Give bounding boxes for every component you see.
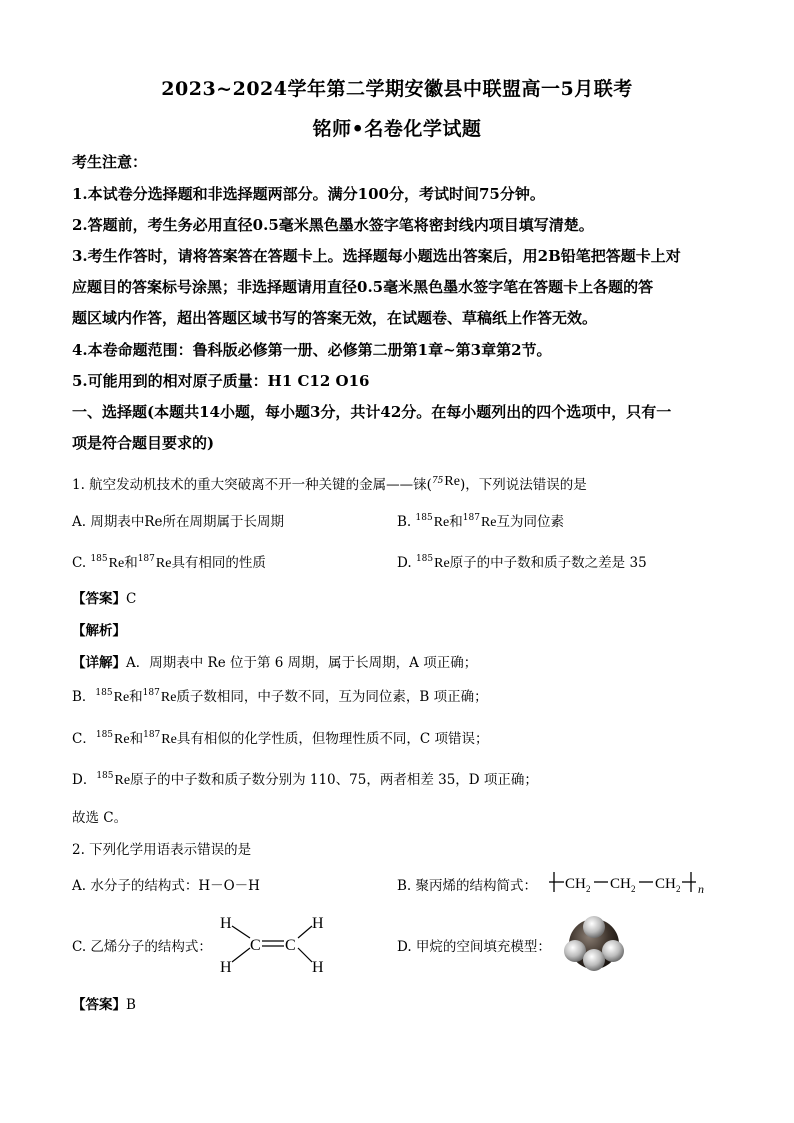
notice-line: 1.本试卷分选择题和非选择题两部分。满分100分，考试时间75分钟。: [72, 185, 545, 203]
answer-tag: 【答案】: [72, 591, 126, 607]
hydrogen-sphere: [564, 940, 586, 962]
element-symbol: Re: [113, 690, 130, 705]
atomic-number: 75: [431, 476, 444, 486]
exam-subtitle: 铭师•名卷化学试题: [312, 118, 482, 140]
element-symbol: Re: [444, 474, 460, 489]
q1-conclusion: 故选 C。: [72, 810, 128, 826]
notice-line: 5.可能用到的相对原子质量：H1 C12 O16: [72, 372, 370, 390]
element-symbol: Re: [480, 515, 497, 530]
q1-detail-c: [72, 727, 488, 748]
element-symbol: Re: [155, 556, 172, 571]
answer-value: B: [126, 997, 136, 1013]
q1-stem-post: )，下列说法错误的是: [459, 477, 587, 493]
polypropylene-formula: [548, 868, 728, 898]
atom-h: H: [312, 959, 324, 976]
option-text: 互为同位素: [496, 514, 565, 530]
q1-answer: [72, 587, 136, 607]
q2-option-a: A. 水分子的结构式：H－O－H: [72, 878, 260, 894]
section-heading: 一、选择题(本题共14小题，每小题3分，共计42分。在每小题列出的四个选项中，只有一: [72, 403, 672, 421]
element-symbol: Re: [434, 556, 450, 571]
hydrogen-sphere: [583, 949, 605, 971]
atom-h: H: [220, 915, 232, 932]
notice-line: 3.考生作答时，请将答案答在答题卡上。选择题每小题选出答案后，用2B铅笔把答题卡上对: [72, 247, 681, 265]
mass-number: 185: [415, 513, 433, 523]
detail-label: C．: [72, 731, 96, 747]
option-text: 具有相同的性质: [171, 555, 266, 571]
notice-line: 2.答题前，考生务必用直径0.5毫米黑色墨水签字笔将密封线内项目填写清楚。: [72, 216, 594, 234]
atom-h: H: [312, 915, 324, 932]
q2-answer: [72, 993, 136, 1013]
unit-ch-1: CH: [565, 876, 586, 892]
mass-number: 187: [137, 554, 155, 564]
methane-space-filling-icon: [557, 913, 631, 975]
exam-title: 2023~2024学年第二学期安徽县中联盟高一5月联考: [161, 78, 633, 100]
polymer-n: n: [698, 882, 704, 896]
connector: 和: [449, 514, 463, 530]
mass-number: 185: [90, 554, 108, 564]
detail-text: 原子的中子数和质子数分别为 110、75，两者相差 35，D 项正确；: [130, 772, 538, 788]
unit-ch-2: CH: [610, 876, 631, 892]
ethylene-structure: [214, 908, 334, 980]
section-heading-cont: 项是符合题目要求的): [72, 434, 215, 452]
bond-line: [298, 926, 312, 938]
mass-number: 187: [143, 730, 161, 740]
q2-option-c: C. 乙烯分子的结构式：: [72, 939, 212, 955]
q1-option-d: [397, 551, 647, 572]
answer-tag: 【答案】: [72, 997, 126, 1013]
element-symbol: Re: [114, 773, 131, 788]
notice-heading: 考生注意：: [72, 153, 148, 171]
subscript-2: 2: [586, 884, 591, 894]
detail-label: B．: [72, 689, 96, 705]
q1-option-a: A. 周期表中Re所在周期属于长周期: [72, 514, 284, 530]
element-symbol: Re: [114, 732, 130, 747]
option-label: D.: [397, 555, 416, 571]
q2-option-b: [397, 874, 537, 894]
subscript-2: 2: [631, 884, 636, 894]
mass-number: 185: [95, 730, 114, 740]
notice-line: 4.本卷命题范围：鲁科版必修第一册、必修第二册第1章~第3章第2节。: [72, 341, 552, 359]
q1-option-c: [72, 551, 266, 572]
q1-analysis-tag: 【解析】: [72, 623, 126, 639]
atom-c: C: [285, 937, 296, 954]
option-label: C.: [72, 555, 91, 571]
element-symbol: Re: [108, 556, 125, 571]
mass-number: 187: [462, 513, 480, 523]
q1-option-b: [397, 510, 564, 531]
element-symbol: Re: [160, 690, 177, 705]
bond-line: [232, 926, 250, 938]
option-text: B. 聚丙烯的结构简式：: [397, 878, 538, 894]
q1-detail-b: [72, 685, 488, 706]
connector: 和: [124, 555, 138, 571]
option-label: B.: [397, 514, 416, 530]
mass-number: 187: [142, 688, 160, 698]
option-text: 原子的中子数和质子数之差是 35: [449, 555, 647, 571]
hydrogen-sphere: [583, 916, 605, 938]
unit-ch-3: CH: [655, 876, 676, 892]
bond-line: [298, 948, 312, 962]
detail-text: 质子数相同，中子数不同，互为同位素，B 项正确；: [176, 689, 488, 705]
mass-number: 185: [95, 688, 113, 698]
subscript-2: 2: [676, 884, 681, 894]
connector: 和: [129, 689, 143, 705]
atom-h: H: [220, 959, 232, 976]
notice-line: 题区域内作答，超出答题区域书写的答案无效，在试题卷、草稿纸上作答无效。: [72, 309, 598, 327]
q2-option-d: D. 甲烷的空间填充模型：: [397, 939, 551, 955]
q1-detail-d: [72, 768, 538, 789]
bond-line: [232, 948, 250, 962]
detail-text: 具有相似的化学性质，但物理性质不同，C 项错误；: [176, 731, 489, 747]
q1-stem-pre: 1. 航空发动机技术的重大突破离不开一种关键的金属——铼(: [72, 477, 432, 493]
mass-number: 185: [96, 771, 114, 781]
answer-value: C: [126, 591, 137, 607]
detail-label: D．: [72, 772, 97, 788]
hydrogen-sphere: [602, 940, 624, 962]
detail-text: A．周期表中 Re 位于第 6 周期，属于长周期，A 项正确；: [126, 655, 478, 671]
connector: 和: [129, 731, 144, 747]
question-2-stem: 2. 下列化学用语表示错误的是: [72, 842, 252, 858]
element-symbol: Re: [433, 515, 450, 530]
element-symbol: Re: [161, 732, 177, 747]
mass-number: 185: [415, 554, 434, 564]
q1-detail-a: [72, 651, 477, 671]
notice-line: 应题目的答案标号涂黑；非选择题请用直径0.5毫米黑色墨水签字笔在答题卡上各题的答: [72, 278, 654, 296]
question-1-stem: [72, 473, 587, 494]
detail-tag: 【详解】: [72, 655, 126, 671]
atom-c: C: [250, 937, 261, 954]
